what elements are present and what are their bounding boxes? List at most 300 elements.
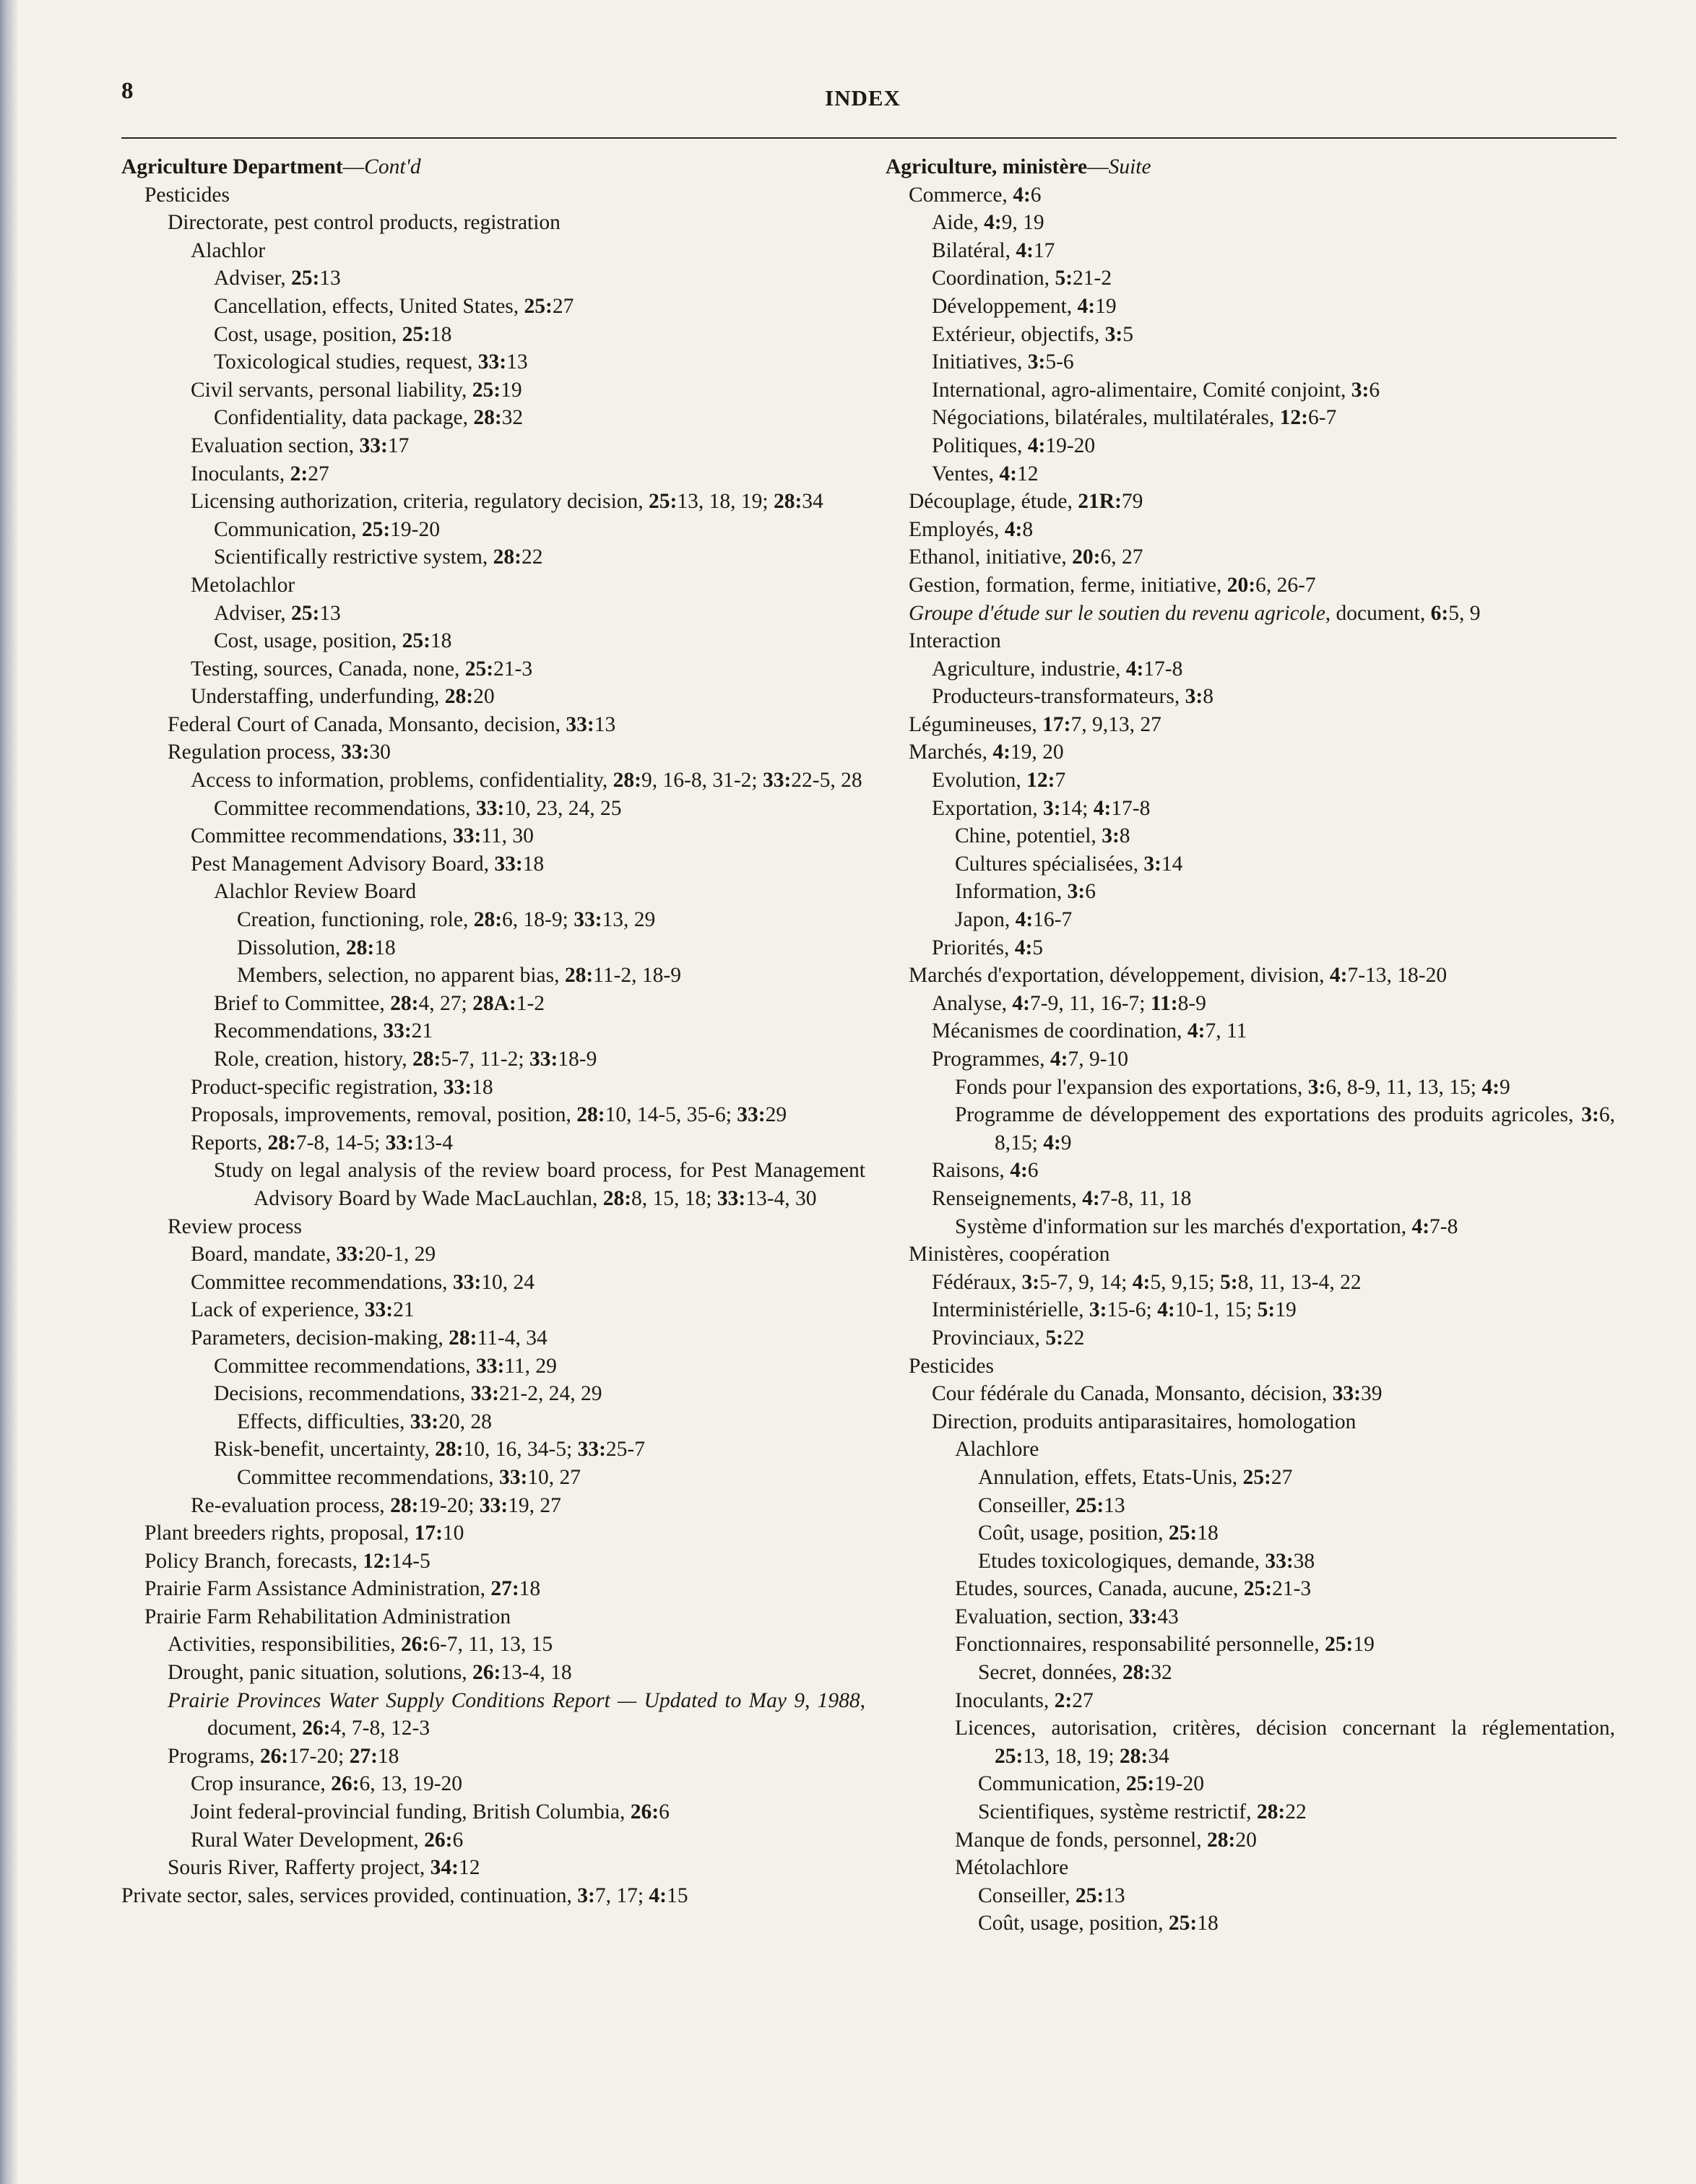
index-text: 19-20 xyxy=(1154,1772,1204,1796)
index-entry xyxy=(121,1324,865,1352)
index-entry xyxy=(886,767,1615,795)
index-text: Adviser, xyxy=(214,601,291,625)
index-text: Federal Court of Canada, Monsanto, decision, xyxy=(168,712,566,736)
index-reference: 28: xyxy=(493,545,522,569)
index-text: 18 xyxy=(377,1744,399,1768)
index-text: 15-6; xyxy=(1107,1298,1158,1322)
index-reference: 28: xyxy=(412,1048,441,1071)
index-text: Re-evaluation process, xyxy=(191,1493,391,1517)
index-text: Etudes toxicologiques, demande, xyxy=(978,1549,1265,1573)
index-text: Lack of experience, xyxy=(191,1298,365,1322)
index-reference: 28: xyxy=(1207,1828,1236,1852)
index-text: 18 xyxy=(430,629,452,653)
index-entry xyxy=(121,571,865,600)
index-italic-text: Groupe d'étude sur le soutien du revenu agricole xyxy=(909,601,1325,625)
index-entry xyxy=(121,1240,865,1269)
index-entry xyxy=(121,543,865,571)
index-text: Dissolution, xyxy=(237,936,346,959)
index-entry xyxy=(121,934,865,962)
index-reference: 33: xyxy=(475,1354,505,1378)
index-entry xyxy=(121,348,865,376)
index-reference: 28: xyxy=(267,1131,296,1154)
index-text: Programme de développement des exportations des produits agricoles, xyxy=(955,1103,1582,1127)
index-reference: 28A: xyxy=(472,991,516,1015)
index-text: Fonds pour l'expansion des exportations, xyxy=(955,1075,1308,1099)
index-entry xyxy=(886,906,1615,934)
index-text: 9 xyxy=(1060,1131,1072,1154)
index-reference: 3: xyxy=(1089,1298,1107,1322)
index-text: Communication, xyxy=(978,1772,1126,1796)
index-text: 11, 30 xyxy=(481,824,534,848)
index-text: 18 xyxy=(1197,1912,1219,1935)
index-text: 19 xyxy=(1095,294,1117,318)
index-reference: 25: xyxy=(290,601,320,625)
index-text: Politiques, xyxy=(932,433,1028,457)
index-entry xyxy=(886,795,1615,823)
index-text: Raisons, xyxy=(932,1159,1011,1183)
index-reference: 33: xyxy=(574,908,602,932)
index-text: 6 xyxy=(1085,880,1096,904)
index-text: 27 xyxy=(552,294,574,318)
index-text: 21 xyxy=(411,1019,433,1043)
index-entry xyxy=(886,1687,1615,1715)
index-text: Licensing authorization, criteria, regulatory decision, xyxy=(191,490,649,514)
index-reference: 26: xyxy=(630,1800,659,1824)
index-entry xyxy=(886,1548,1615,1576)
index-reference: 4: xyxy=(1132,1270,1151,1294)
index-text: 6, 8,15; xyxy=(995,1103,1615,1154)
index-text: 12 xyxy=(1016,462,1039,485)
index-reference: 21R: xyxy=(1078,490,1122,514)
index-reference: 4: xyxy=(1012,991,1030,1015)
index-text: 27 xyxy=(1072,1688,1094,1712)
index-text: 12 xyxy=(459,1856,480,1880)
index-text: 16-7 xyxy=(1033,908,1073,932)
index-entry xyxy=(886,962,1615,990)
index-entry xyxy=(886,1213,1615,1241)
index-text: 11-4, 34 xyxy=(477,1326,548,1350)
index-text: Découplage, étude, xyxy=(909,490,1078,514)
index-text: 8 xyxy=(1119,824,1130,848)
index-reference: 3: xyxy=(1021,1270,1040,1294)
index-entry xyxy=(886,1185,1615,1213)
index-entry xyxy=(886,990,1615,1018)
index-text: Cancellation, effects, United States, xyxy=(214,294,524,318)
index-reference: 27: xyxy=(349,1744,378,1768)
index-text: 11, 29 xyxy=(504,1354,557,1378)
index-entry xyxy=(121,767,865,795)
index-text: 9 xyxy=(1499,1075,1510,1099)
index-text: 13 xyxy=(319,601,341,625)
index-reference: 25: xyxy=(1325,1633,1354,1657)
index-entry xyxy=(886,1240,1615,1269)
index-entry xyxy=(886,376,1615,405)
index-text: Légumineuses, xyxy=(909,712,1043,736)
index-text: Study on legal analysis of the review board process, for Pest Management Advisory Board by Wade MacLauchlan, xyxy=(214,1159,865,1210)
index-reference: 3: xyxy=(1067,880,1086,904)
index-text: 19 xyxy=(1275,1298,1297,1322)
index-reference: 4: xyxy=(1125,657,1144,681)
index-entry xyxy=(886,1854,1615,1882)
index-text: Creation, functioning, role, xyxy=(237,908,474,932)
index-reference: 28: xyxy=(773,490,802,514)
index-text: — xyxy=(1087,155,1109,178)
index-reference: 4: xyxy=(1010,1159,1028,1183)
index-entry xyxy=(886,711,1615,739)
index-text: Analyse, xyxy=(932,991,1013,1015)
index-text: 39 xyxy=(1360,1382,1383,1406)
index-reference: 25: xyxy=(1075,1883,1104,1907)
index-reference: 20: xyxy=(1072,545,1101,569)
index-text: 13 xyxy=(506,350,528,374)
index-entry xyxy=(886,293,1615,321)
index-entry xyxy=(121,627,865,655)
index-text: Ethanol, initiative, xyxy=(909,545,1073,569)
index-entry xyxy=(886,683,1615,711)
index-text: 10-1, 15; xyxy=(1174,1298,1258,1322)
index-text: Gestion, formation, ferme, initiative, xyxy=(909,573,1227,597)
index-entry xyxy=(121,655,865,683)
index-text: 7, 11 xyxy=(1205,1019,1247,1043)
index-entry xyxy=(121,1854,865,1882)
index-reference: 17: xyxy=(414,1522,443,1545)
index-text: 18 xyxy=(374,936,396,959)
index-text: Agriculture, industrie, xyxy=(932,657,1126,681)
index-text: Decisions, recommendations, xyxy=(214,1382,471,1406)
index-text: Fédéraux, xyxy=(932,1270,1022,1294)
index-text: 22 xyxy=(1063,1326,1085,1350)
index-text: Evaluation section, xyxy=(191,433,360,457)
index-reference: 26: xyxy=(259,1744,289,1768)
index-entry xyxy=(121,488,865,516)
index-text: Committee recommendations, xyxy=(214,796,476,820)
index-text: 4, 27; xyxy=(418,991,473,1015)
index-text: 22 xyxy=(522,545,543,569)
index-text: Regulation process, xyxy=(168,741,342,764)
index-reference: 4: xyxy=(992,741,1011,764)
index-entry xyxy=(886,404,1615,432)
index-text: Cost, usage, position, xyxy=(214,322,402,346)
index-reference: 33: xyxy=(452,824,482,848)
index-text: Développement, xyxy=(932,294,1078,318)
index-reference: 5: xyxy=(1045,1326,1063,1350)
index-text: Prairie Farm Assistance Administration, xyxy=(144,1577,491,1601)
index-reference: 2: xyxy=(1054,1688,1073,1712)
index-reference: 28: xyxy=(613,769,641,793)
index-reference: 4: xyxy=(1013,183,1031,207)
index-entry xyxy=(886,1798,1615,1826)
index-entry xyxy=(886,1324,1615,1352)
index-reference: 4: xyxy=(1014,936,1033,959)
index-text: 30 xyxy=(369,741,391,764)
index-text: 27 xyxy=(308,462,329,485)
index-reference: 11: xyxy=(1150,991,1178,1015)
index-reference: 28: xyxy=(390,1493,419,1517)
index-text: 1-2 xyxy=(516,991,545,1015)
index-reference: 33: xyxy=(577,1438,606,1462)
index-reference: 3: xyxy=(1581,1103,1599,1127)
index-reference: 28: xyxy=(576,1103,605,1127)
index-reference: 33: xyxy=(737,1103,766,1127)
index-text: Pesticides xyxy=(144,183,230,207)
index-text: Evaluation, section, xyxy=(955,1605,1129,1628)
index-text: Chine, potentiel, xyxy=(955,824,1102,848)
index-reference: 4: xyxy=(984,211,1002,235)
index-entry xyxy=(886,460,1615,488)
index-entry xyxy=(886,1157,1615,1185)
index-text: Provinciaux, xyxy=(932,1326,1046,1350)
index-text: 6 xyxy=(1027,1159,1039,1183)
index-text: 18 xyxy=(522,852,545,876)
index-reference: 12: xyxy=(1026,769,1055,793)
index-entry xyxy=(121,1074,865,1102)
index-entry xyxy=(121,795,865,823)
index-text: 20 xyxy=(473,685,495,709)
index-text: 7-8 xyxy=(1429,1214,1458,1238)
index-text: Cost, usage, position, xyxy=(214,629,402,653)
index-text: 32 xyxy=(501,406,524,430)
index-text: 8 xyxy=(1022,517,1034,541)
index-text: 13, 18, 19; xyxy=(1023,1744,1120,1768)
index-reference: 33: xyxy=(336,1243,365,1266)
index-entry xyxy=(886,571,1615,600)
index-entry xyxy=(886,1436,1615,1464)
index-entry xyxy=(886,1074,1615,1102)
index-text: Plant breeders rights, proposal, xyxy=(144,1522,415,1545)
index-text: Joint federal-provincial funding, British Columbia, xyxy=(191,1800,631,1824)
index-text: Prairie Farm Rehabilitation Administration xyxy=(144,1605,511,1628)
index-reference: 4: xyxy=(1411,1214,1430,1238)
index-reference: 33: xyxy=(717,1186,746,1210)
index-text: 17-20; xyxy=(288,1744,350,1768)
index-text: Marchés d'exportation, développement, division, xyxy=(909,964,1330,988)
index-text: Conseiller, xyxy=(978,1493,1076,1517)
index-text: Proposals, improvements, removal, position, xyxy=(191,1103,577,1127)
index-text: Committee recommendations, xyxy=(191,824,453,848)
index-text: 6-7, 11, 13, 15 xyxy=(429,1633,553,1657)
index-reference: 33: xyxy=(475,796,505,820)
index-column-left xyxy=(121,153,865,1909)
index-text: 4, 7-8, 12-3 xyxy=(330,1717,431,1740)
index-text: Information, xyxy=(955,880,1068,904)
page-binding-edge xyxy=(0,0,19,2184)
index-reference: 3: xyxy=(1043,796,1061,820)
index-entry xyxy=(121,1408,865,1436)
index-text: Private sector, sales, services provided, continuation, xyxy=(121,1883,578,1907)
index-text: Renseignements, xyxy=(932,1186,1083,1210)
index-entry xyxy=(121,1213,865,1241)
index-text: 19-20 xyxy=(1045,433,1096,457)
index-text: 34 xyxy=(1148,1744,1169,1768)
index-entry xyxy=(121,1575,865,1603)
index-text: 17 xyxy=(1033,238,1055,262)
index-entry xyxy=(121,1659,865,1687)
index-text: Interministérielle, xyxy=(932,1298,1089,1322)
index-reference: 25: xyxy=(995,1744,1024,1768)
index-text: 18 xyxy=(519,1577,541,1601)
index-text: 34 xyxy=(802,490,823,514)
index-reference: 4: xyxy=(1187,1019,1206,1043)
index-text: 17-8 xyxy=(1143,657,1183,681)
index-entry xyxy=(121,1045,865,1074)
index-reference: 4: xyxy=(1004,517,1023,541)
index-text: Ventes, xyxy=(932,462,1000,485)
index-entry xyxy=(121,1798,865,1826)
index-text: — xyxy=(342,155,365,178)
index-text: 21-2, 24, 29 xyxy=(498,1382,602,1406)
index-entry xyxy=(121,516,865,544)
index-entry xyxy=(886,1882,1615,1910)
index-text: Pest Management Advisory Board, xyxy=(191,852,495,876)
index-text: Testing, sources, Canada, none, xyxy=(191,657,465,681)
index-text: 18 xyxy=(430,322,452,346)
index-reference: 4: xyxy=(1016,238,1034,262)
index-text: 7 xyxy=(1055,769,1066,793)
index-text: Coordination, xyxy=(932,267,1055,290)
index-text: 17-8 xyxy=(1111,796,1151,820)
index-entry xyxy=(121,878,865,906)
index-text: Etudes, sources, Canada, aucune, xyxy=(955,1577,1244,1601)
index-reference: 3: xyxy=(1027,350,1046,374)
index-reference: 4: xyxy=(1027,433,1046,457)
index-reference: 4: xyxy=(1481,1075,1500,1099)
index-reference: 33: xyxy=(566,712,594,736)
index-text: Aide, xyxy=(932,211,985,235)
index-reference: 25: xyxy=(361,517,391,541)
index-text: Policy Branch, forecasts, xyxy=(144,1549,363,1573)
index-entry xyxy=(886,1101,1615,1157)
index-text: Négociations, bilatérales, multilatérales, xyxy=(932,406,1280,430)
index-text: 6 xyxy=(452,1828,464,1852)
index-text: Programs, xyxy=(168,1744,260,1768)
index-text: Manque de fonds, personnel, xyxy=(955,1828,1208,1852)
index-reference: 27: xyxy=(490,1577,519,1601)
index-entry xyxy=(886,543,1615,571)
index-column-right xyxy=(886,153,1615,1938)
index-text: Confidentiality, data package, xyxy=(214,406,474,430)
index-text: 5-6 xyxy=(1045,350,1074,374)
index-entry xyxy=(121,1743,865,1771)
index-entry xyxy=(121,432,865,460)
index-text: 17 xyxy=(387,433,410,457)
index-text: 19 xyxy=(501,378,522,402)
index-entry xyxy=(886,321,1615,349)
index-reference: 4: xyxy=(1043,1131,1061,1154)
index-text: 21-3 xyxy=(493,657,533,681)
index-text: Marchés, xyxy=(909,741,993,764)
index-text: Alachlor xyxy=(191,238,266,262)
index-text: Committee recommendations, xyxy=(191,1270,453,1294)
header-rule xyxy=(121,137,1617,139)
index-entry xyxy=(121,264,865,293)
index-entry xyxy=(121,1770,865,1798)
index-reference: 33: xyxy=(1128,1605,1158,1628)
index-entry xyxy=(886,516,1615,544)
index-text: 13, 29 xyxy=(602,908,656,932)
index-entry xyxy=(121,1101,865,1129)
index-text: Exportation, xyxy=(932,796,1044,820)
index-text: Cour fédérale du Canada, Monsanto, décision, xyxy=(932,1382,1333,1406)
index-reference: 33: xyxy=(410,1410,439,1433)
index-text: Inoculants, xyxy=(955,1688,1055,1712)
index-reference: 4: xyxy=(649,1883,667,1907)
index-reference: 33: xyxy=(470,1382,499,1406)
index-text: 21-3 xyxy=(1272,1577,1312,1601)
index-text: 9, 16-8, 31-2; xyxy=(641,769,763,793)
index-text: 21-2 xyxy=(1073,267,1112,290)
index-text: 6 xyxy=(1369,378,1380,402)
index-text: 21 xyxy=(393,1298,415,1322)
index-text: Committee recommendations, xyxy=(214,1354,476,1378)
index-reference: 25: xyxy=(290,267,320,290)
index-reference: 4: xyxy=(999,462,1017,485)
index-text: Fonctionnaires, responsabilité personnelle, xyxy=(955,1633,1325,1657)
index-entry xyxy=(886,1770,1615,1798)
index-text: Board, mandate, xyxy=(191,1243,337,1266)
index-entry xyxy=(886,237,1615,265)
index-text: 13 xyxy=(1104,1883,1125,1907)
index-entry xyxy=(121,293,865,321)
index-entry xyxy=(121,1129,865,1157)
index-reference: 25: xyxy=(402,322,431,346)
index-reference: 28: xyxy=(444,685,474,709)
index-entry xyxy=(121,1436,865,1464)
index-text: 10 xyxy=(442,1522,464,1545)
index-entry xyxy=(886,1909,1615,1938)
index-text: Members, selection, no apparent bias, xyxy=(237,964,565,988)
index-entry xyxy=(121,850,865,879)
index-text: 8, 15, 18; xyxy=(631,1186,717,1210)
index-text: Cultures spécialisées, xyxy=(955,852,1144,876)
index-text: 6, 18-9; xyxy=(502,908,574,932)
index-text: 5 xyxy=(1122,322,1133,346)
index-reference: Agriculture, ministère xyxy=(886,155,1088,178)
index-reference: 5: xyxy=(1220,1270,1238,1294)
index-text: Effects, difficulties, xyxy=(237,1410,410,1433)
index-text: 5-7, 11-2; xyxy=(441,1048,529,1071)
index-text: Communication, xyxy=(214,517,362,541)
index-text: 8 xyxy=(1203,685,1213,709)
index-text: Employés, xyxy=(909,517,1005,541)
index-text: 13-4, 30 xyxy=(745,1186,817,1210)
index-text: 5 xyxy=(1032,936,1044,959)
index-entry xyxy=(121,711,865,739)
index-entry xyxy=(121,1882,865,1910)
index-entry xyxy=(121,1687,865,1743)
index-text: Rural Water Development, xyxy=(191,1828,425,1852)
index-entry xyxy=(886,822,1615,850)
index-text: Souris River, Rafferty project, xyxy=(168,1856,431,1880)
index-text: Access to information, problems, confidentiality, xyxy=(191,769,613,793)
index-text: 9, 19 xyxy=(1001,211,1044,235)
index-text: Understaffing, underfunding, xyxy=(191,685,445,709)
index-reference: 26: xyxy=(472,1661,501,1685)
index-text: 22 xyxy=(1285,1800,1307,1824)
index-text: Metolachlor xyxy=(191,573,295,597)
index-text: Committee recommendations, xyxy=(237,1465,499,1489)
index-text: Crop insurance, xyxy=(191,1772,332,1796)
index-reference: 28: xyxy=(473,406,502,430)
index-entry xyxy=(121,1269,865,1297)
index-reference: 28: xyxy=(1256,1800,1286,1824)
index-entry xyxy=(886,1296,1615,1324)
index-reference: 4: xyxy=(1015,908,1034,932)
index-reference: 4: xyxy=(1329,964,1348,988)
index-text: 5, 9,15; xyxy=(1150,1270,1221,1294)
index-entry xyxy=(121,153,865,181)
index-entry xyxy=(121,738,865,767)
index-italic-text: Suite xyxy=(1108,155,1151,178)
